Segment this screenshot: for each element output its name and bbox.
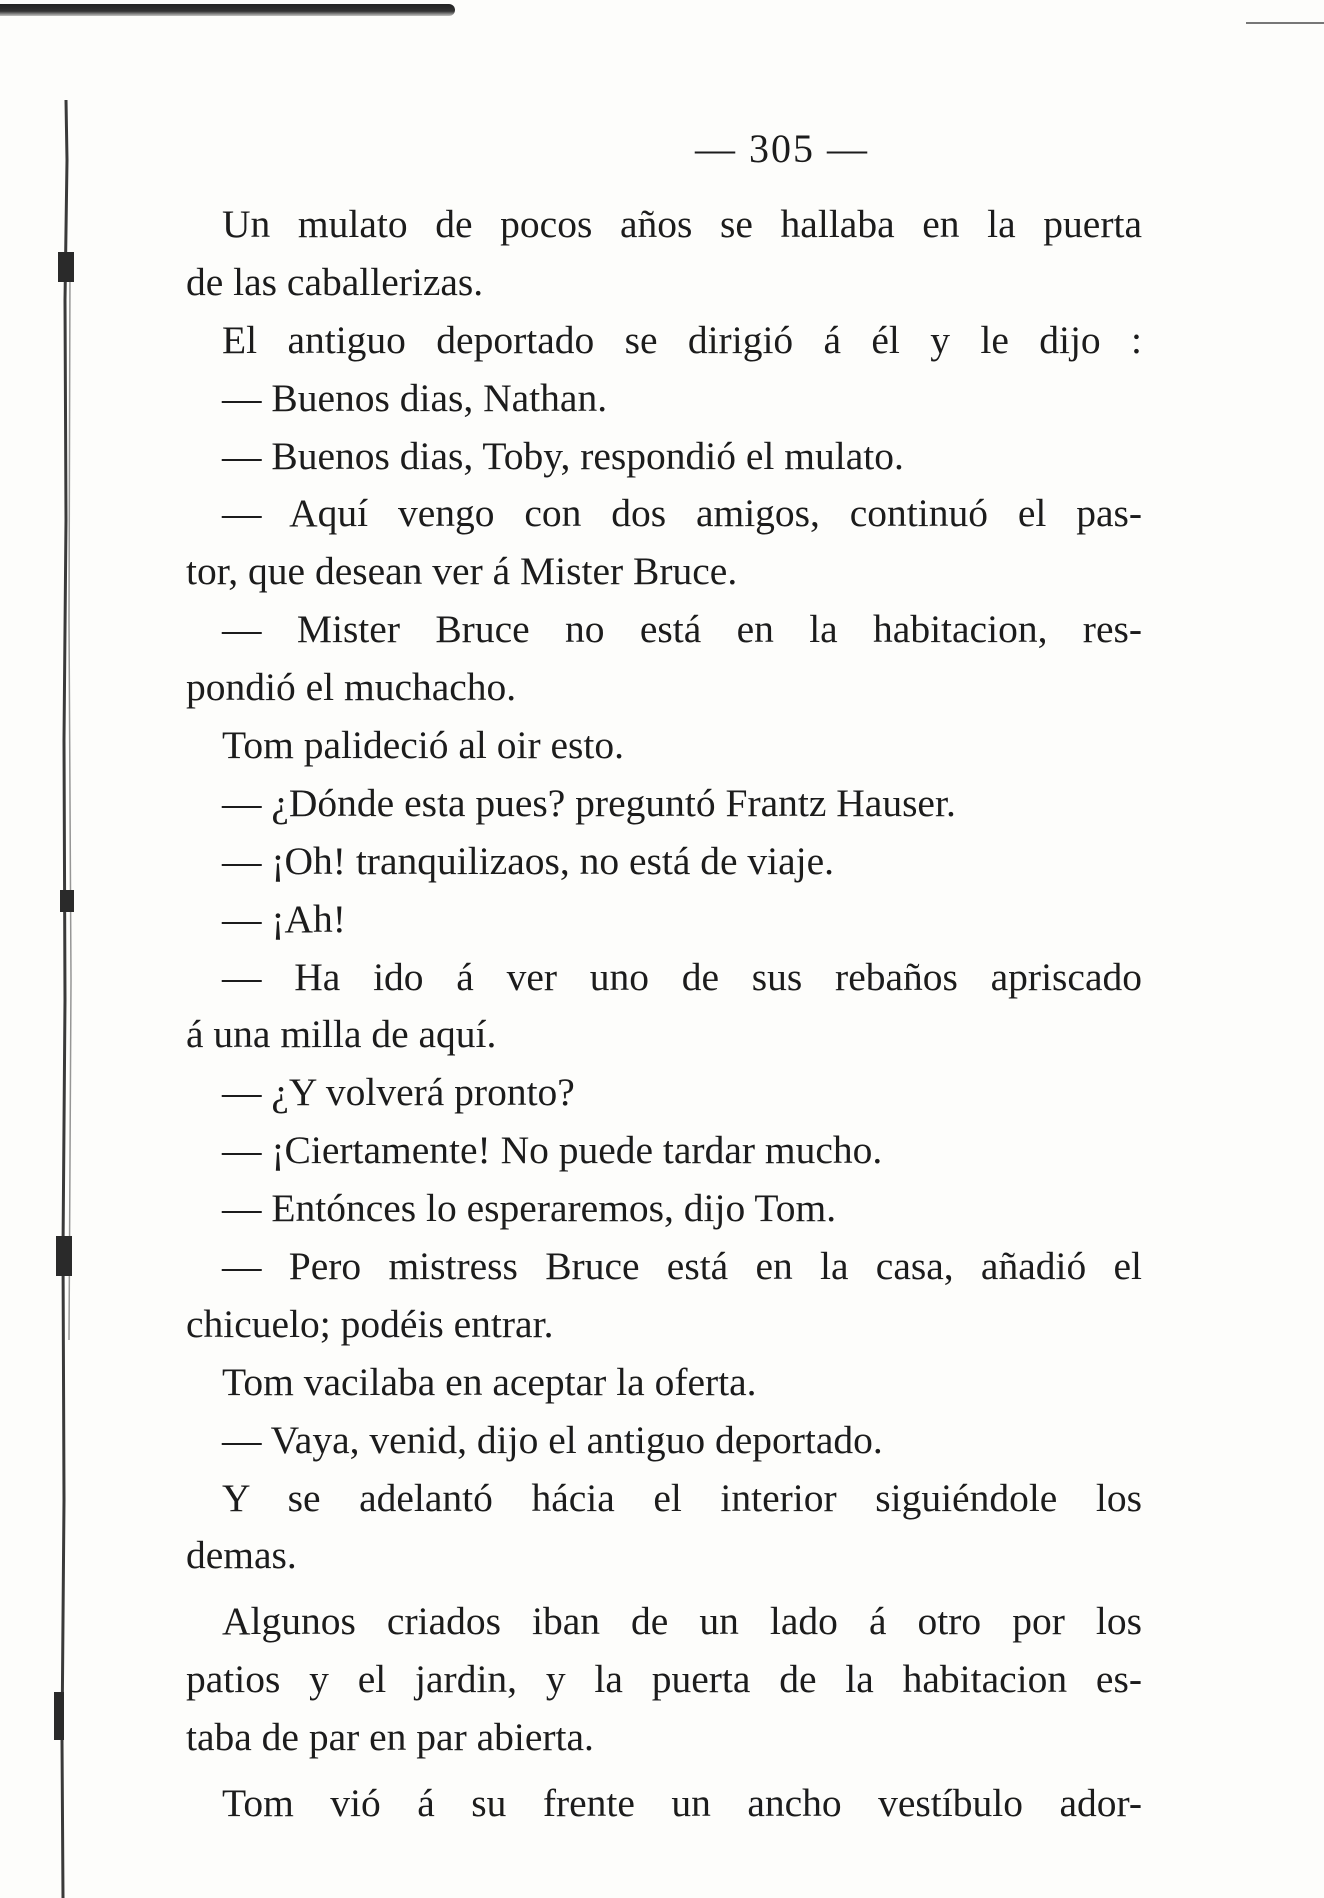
text-line: — Mister Bruce no está en la habitacion, res- [222,607,1142,652]
text-line: — ¡Oh! tranquilizaos, no está de viaje. [222,838,835,883]
text-line: — Buenos dias, Nathan. [222,375,608,420]
text-line: demas. [186,1533,297,1578]
binding-edge-marks [36,100,94,1898]
text-line: El antiguo deportado se dirigió á él y le dijo : [222,317,1142,362]
page-number: — 305 — [695,126,869,171]
text-line: — Pero mistress Bruce está en la casa, añadió el [222,1244,1142,1289]
top-right-scan-mark [1246,22,1324,24]
text-line: patios y el jardin, y la puerta de la habitacion es- [186,1657,1142,1702]
text-line: — ¿Dónde esta pues? preguntó Frantz Hauser. [222,780,956,825]
text-line: — ¡Ah! [222,896,346,941]
page-text [186,196,1142,1833]
text-line: — Buenos dias, Toby, respondió el mulato. [222,433,904,478]
text-line: — ¿Y volverá pronto? [222,1070,575,1115]
text-line: Algunos criados iban de un lado á otro por los [222,1599,1142,1644]
text-line: Un mulato de pocos años se hallaba en la puerta [222,202,1142,246]
top-scan-rule [0,4,455,16]
text-line: pondió el muchacho. [186,665,517,710]
text-line: — ¡Ciertamente! No puede tardar mucho. [222,1128,883,1173]
text-line: Tom palideció al oir esto. [222,723,625,768]
text-line: chicuelo; podéis entrar. [186,1301,554,1346]
text-line: taba de par en par abierta. [186,1715,594,1760]
text-line: — Aquí vengo con dos amigos, continuó el pas- [222,491,1142,536]
text-line: — Vaya, venid, dijo el antiguo deportado. [222,1417,883,1462]
text-line: — Ha ido á ver uno de sus rebaños apriscado [222,954,1142,999]
text-line: — Entónces lo esperaremos, dijo Tom. [222,1186,837,1231]
text-line: tor, que desean ver á Mister Bruce. [186,549,738,594]
text-line: de las caballerizas. [186,259,484,304]
text-line: Y se adelantó hácia el interior siguiéndole los [222,1475,1142,1520]
text-line: Tom vió á su frente un ancho vestíbulo ador- [222,1781,1142,1826]
text-line: Tom vacilaba en aceptar la oferta. [222,1359,757,1404]
text-line: á una milla de aquí. [186,1012,497,1057]
